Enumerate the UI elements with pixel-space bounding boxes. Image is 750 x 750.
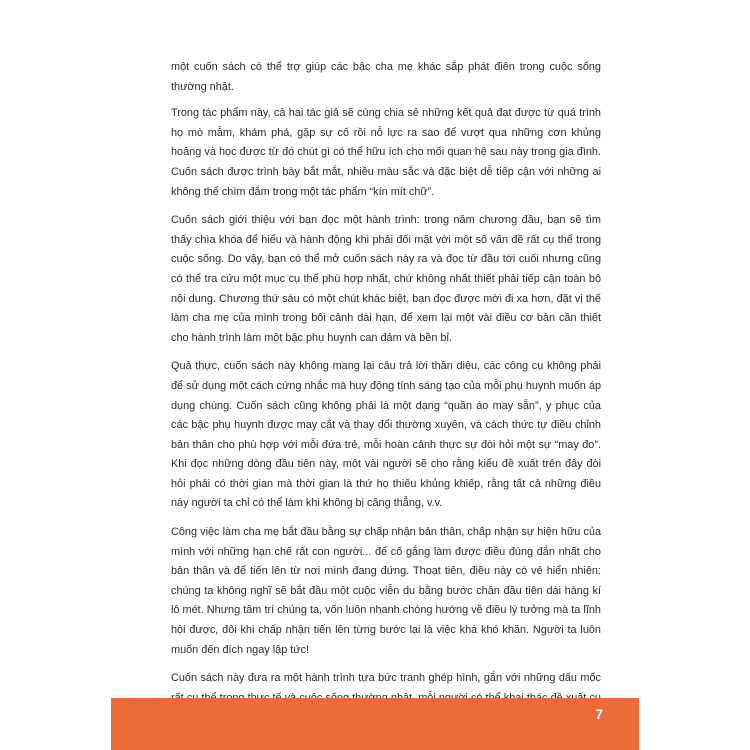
paragraph-2: Trong tác phẩm này, cả hai tác giả sẽ cùng chia sẻ những kết quả đạt được từ quá trình họ mò mẫm, khám phá, gặp sự cố rồi nỗ lực ra sao để vượt qua những cơn khủng hoảng và học được từ đó chút gì có thể hữu ích cho mối quan hệ sau này trong gia đình. Cuốn sách được trình bày bắt mắt, nhiều màu sắc và đặc biệt dễ tiếp cận với những ai không thể chìm đắm trong một tác phẩm “kín mít chữ”. — [171, 107, 601, 198]
footer-bar — [111, 698, 639, 750]
page-number: 7 — [595, 706, 603, 722]
paragraph-5: Công việc làm cha mẹ bắt đầu bằng sự chấp nhận bản thân, chấp nhận sự hiện hữu của mình với những hạn chế rất con người... để cố gắng làm được điều đúng đắn nhất cho bản thân và để tiến lên từ nơi mình đang đứng. Thoạt tiên, điều này có vẻ hiển nhiên: chúng ta không nghĩ sẽ bắt đầu một cuộc viễn du bằng bước chân đầu tiên dài hàng kí lô mét. Nhưng tâm trí chúng ta, vốn luôn nhanh chóng hướng về điều lý tưởng mà ta lĩnh hội được, đôi khi chấp nhận tiến lên từng bước lại là việc khá khó khăn. Người ta luôn muốn đến đích ngay lập tức! — [171, 526, 601, 656]
paragraph-3: Cuốn sách giới thiệu với bạn đọc một hành trình: trong năm chương đầu, bạn sẽ tìm thấy chìa khóa để hiểu và hành động khi phải đối mặt với một số vấn đề rất cụ thể trong cuộc sống. Do vậy, bạn có thể mở cuốn sách này ra và đọc từ đầu tới cuối nhưng cũng có thể tra cứu một mục cụ thể phù hợp nhất, chứ không nhất thiết phải tiếp cận toàn bộ nội dung. Chương thứ sáu có một chút khác biệt, bạn đọc được mời đi xa hơn, đặt vị thế làm cha mẹ của mình trong bối cảnh dài hạn, để xem lại một vài điều cơ bản cần thiết cho hành trình làm một bậc phụ huynh can đảm và bền bỉ. — [171, 214, 601, 344]
paragraph-1: một cuốn sách có thể trợ giúp các bậc cha mẹ khác sắp phát điên trong cuộc sống thường nhật. — [171, 61, 601, 93]
paragraph-4: Quả thực, cuốn sách này không mang lại câu trả lời thần diệu, các công cụ không phải để sử dụng một cách cứng nhắc mà huy động tính sáng tạo của mỗi phụ huynh muốn áp dụng chúng. Cuốn sách cũng không phải là một dạng “quần áo may sẵn”, y phục của các bậc phụ huynh được may cắt và thay đổi thường xuyên, và cách thức tự điều chỉnh bản thân cho phù hợp với mỗi đứa trẻ, mỗi hoàn cảnh thực sự đòi hỏi một sự “may đo”. Khi đọc những dòng đầu tiên này, một vài người sẽ cho rằng kiểu đề xuất trên đây đòi hỏi phải có thời gian mà thời gian là thứ họ thiếu khủng khiếp, rằng tất cả những điều này người ta chỉ có thể làm khi không bị căng thẳng, v.v. — [171, 360, 601, 510]
body-text — [171, 58, 601, 737]
paragraph-6: Cuốn sách này đưa ra một hành trình tựa bức tranh ghép hình, gắn với những dấu mốc — [171, 672, 601, 685]
